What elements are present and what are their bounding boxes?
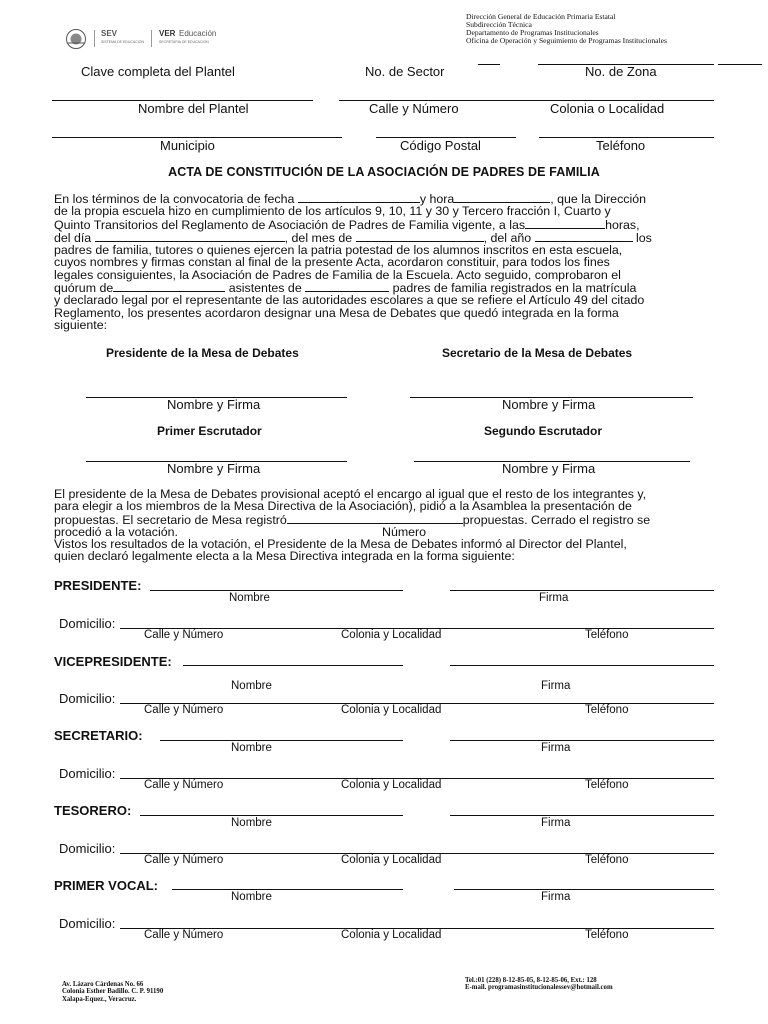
intro-paragraph: En los términos de la convocatoria de fecha y hora , que la Dirección de la propia escuela hizo en cumplimiento de los artículos 9, 10, 11 y 30 y Tercero fracción I, Cuarto y Quinto Transitorios del Reglamento de Asociación de Padres de Familia vigente, a las horas, del día , del mes de , del año los padres de familia, tutores o quienes ejercen la patria potestad de los alumnos inscritos en esta escuela, cuyos nombres y firmas constan al final de la presente Acta, acordaron constituir, para todos los fines legales consiguientes, la Asociación de Padres de Familia de la Escuela. Acto seguido, comprobaron el quórum de asistentes de padres de familia registrados en la matrícula y declarado legal por el representante de las autoridades escolares a que se refiere el Artículo 49 del citado Reglamento, los presentes acordaron designar una Mesa de Debates que quedó integrada en la forma siguiente: bbox=[54, 192, 652, 332]
mes-blank[interactable] bbox=[356, 231, 484, 242]
role-label-secretario: SECRETARIO: bbox=[54, 728, 143, 743]
presidente-firma-line[interactable] bbox=[450, 590, 714, 591]
state-seal-icon bbox=[64, 28, 88, 50]
educacion-logo-text: Educación bbox=[179, 29, 217, 38]
mesa-secretario-heading: Secretario de la Mesa de Debates bbox=[442, 346, 633, 360]
ver-logo-subtext: SECRETARIA DE EDUCACION bbox=[159, 40, 209, 44]
presidente-name-line[interactable] bbox=[150, 590, 403, 591]
nombre-firma-label: Nombre y Firma bbox=[502, 397, 596, 412]
header-line-3: Departamento de Programas Institucionales bbox=[466, 28, 599, 37]
calle-numero-label: Calle y Número bbox=[144, 629, 224, 641]
footer-address bbox=[62, 981, 163, 1003]
zona-blank-extra[interactable] bbox=[718, 64, 762, 65]
vicepresidente-name-line[interactable] bbox=[183, 665, 403, 666]
cp-label: Código Postal bbox=[400, 138, 481, 153]
sev-logo-text: SEV bbox=[101, 29, 118, 38]
primer-vocal-firma-line[interactable] bbox=[454, 889, 714, 890]
hora-blank[interactable] bbox=[454, 192, 550, 203]
role-label-presidente: PRESIDENTE: bbox=[54, 578, 142, 593]
propuestas-blank[interactable] bbox=[287, 513, 463, 524]
telefono-label: Teléfono bbox=[585, 704, 629, 716]
dia-blank[interactable] bbox=[95, 231, 285, 242]
nombre-firma-label: Nombre y Firma bbox=[502, 461, 596, 476]
nombre-label: Nombre bbox=[231, 742, 272, 754]
header-line-1: Dirección General de Educación Primaria Estatal bbox=[466, 12, 616, 21]
primer-escrutador-heading: Primer Escrutador bbox=[157, 424, 262, 438]
zona-label: No. de Zona bbox=[585, 64, 657, 79]
quorum-blank[interactable] bbox=[113, 281, 225, 292]
ver-logo-text: VER bbox=[159, 29, 176, 38]
primer-vocal-name-line[interactable] bbox=[172, 889, 403, 890]
firma-label: Firma bbox=[541, 742, 571, 754]
matricula-blank[interactable] bbox=[305, 281, 389, 292]
document-title: ACTA DE CONSTITUCIÓN DE LA ASOCIACIÓN DE PADRES DE FAMILIA bbox=[168, 165, 600, 179]
firma-label: Firma bbox=[541, 817, 571, 829]
nombre-plantel-label: Nombre del Plantel bbox=[138, 101, 249, 116]
header-line-2: Subdirección Técnica bbox=[466, 20, 532, 29]
telefono-label: Teléfono bbox=[585, 629, 629, 641]
secretario-name-line[interactable] bbox=[160, 740, 403, 741]
footer-address-line-2: Colonia Esther Badillo. C. P. 91190 bbox=[62, 988, 164, 996]
role-label-primer-vocal: PRIMER VOCAL: bbox=[54, 878, 158, 893]
domicilio-label: Domicilio: bbox=[59, 841, 116, 856]
sector-label: No. de Sector bbox=[365, 64, 445, 79]
ano-blank[interactable] bbox=[535, 231, 633, 242]
firma-label: Firma bbox=[539, 592, 569, 604]
segundo-escrutador-heading: Segundo Escrutador bbox=[484, 424, 603, 438]
domicilio-label: Domicilio: bbox=[59, 916, 116, 931]
domicilio-label: Domicilio: bbox=[59, 691, 116, 706]
colonia-label: Colonia o Localidad bbox=[550, 101, 665, 116]
tesorero-firma-line[interactable] bbox=[450, 815, 714, 816]
nombre-label: Nombre bbox=[231, 680, 272, 692]
footer-email[interactable]: E-mail. programasinstitucionalessev@hotmail.com bbox=[465, 984, 613, 992]
calle-numero-label: Calle y Número bbox=[144, 704, 224, 716]
nombre-label: Nombre bbox=[229, 592, 270, 604]
sev-logo-subtext: SISTEMA DE EDUCACION bbox=[101, 40, 144, 44]
telefono-label: Teléfono bbox=[596, 138, 646, 153]
nombre-firma-label: Nombre y Firma bbox=[167, 461, 261, 476]
colonia-localidad-label: Colonia y Localidad bbox=[341, 779, 442, 791]
logo-block bbox=[62, 28, 262, 50]
sector-blank-short[interactable] bbox=[478, 64, 500, 65]
calle-label: Calle y Número bbox=[369, 101, 459, 116]
municipio-label: Municipio bbox=[160, 138, 215, 153]
telefono-label: Teléfono bbox=[585, 854, 629, 866]
colonia-localidad-label: Colonia y Localidad bbox=[341, 854, 442, 866]
nombre-label: Nombre bbox=[231, 817, 272, 829]
calle-numero-label: Calle y Número bbox=[144, 854, 224, 866]
nombre-label: Nombre bbox=[231, 891, 272, 903]
fecha-blank[interactable] bbox=[298, 192, 420, 203]
telefono-label: Teléfono bbox=[585, 929, 629, 941]
firma-label: Firma bbox=[541, 891, 571, 903]
numero-label: Número bbox=[382, 524, 427, 539]
colonia-localidad-label: Colonia y Localidad bbox=[341, 929, 442, 941]
colonia-localidad-label: Colonia y Localidad bbox=[341, 629, 442, 641]
footer-contact bbox=[465, 977, 613, 992]
firma-label: Firma bbox=[541, 680, 571, 692]
tesorero-name-line[interactable] bbox=[140, 815, 403, 816]
mesa-presidente-heading: Presidente de la Mesa de Debates bbox=[106, 346, 299, 360]
footer-address-line-3: Xalapa-Equez., Veracruz. bbox=[62, 995, 137, 1003]
colonia-localidad-label: Colonia y Localidad bbox=[341, 704, 442, 716]
calle-numero-label: Calle y Número bbox=[144, 929, 224, 941]
secretario-firma-line[interactable] bbox=[450, 740, 714, 741]
election-paragraph: El presidente de la Mesa de Debates provisional aceptó el encargo al igual que el resto de los integrantes y, para elegir a los miembros de la Mesa Directiva de la Asociación), pidió a la Asamblea la presentación de propuestas. El secretario de Mesa registró propuestas. Cerrado el registro se procedió a la votación. Número Vistos los resultados de la votación, el Presidente de la Mesa de Debates informó al Director del Plantel, quien declaró legalmente electa a la Mesa Directiva integrada en la forma siguiente: bbox=[54, 487, 651, 564]
calle-numero-label: Calle y Número bbox=[144, 779, 224, 791]
header-line-4: Oficina de Operación y Seguimiento de Programas Institucionales bbox=[466, 36, 667, 45]
vicepresidente-firma-line[interactable] bbox=[450, 665, 714, 666]
role-label-vicepresidente: VICEPRESIDENTE: bbox=[54, 654, 172, 669]
footer-telephone: Tel.:01 (228) 8-12-85-05, 8-12-85-06, Ext.: 128 bbox=[465, 977, 597, 984]
telefono-label: Teléfono bbox=[585, 779, 629, 791]
horas-blank[interactable] bbox=[525, 218, 605, 229]
nombre-firma-label: Nombre y Firma bbox=[167, 397, 261, 412]
clave-label: Clave completa del Plantel bbox=[81, 64, 235, 79]
role-label-tesorero: TESORERO: bbox=[54, 803, 132, 818]
domicilio-label: Domicilio: bbox=[59, 766, 116, 781]
footer-address-line-1: Av. Lázaro Cárdenas No. 66 bbox=[62, 981, 144, 988]
domicilio-label: Domicilio: bbox=[59, 616, 116, 631]
